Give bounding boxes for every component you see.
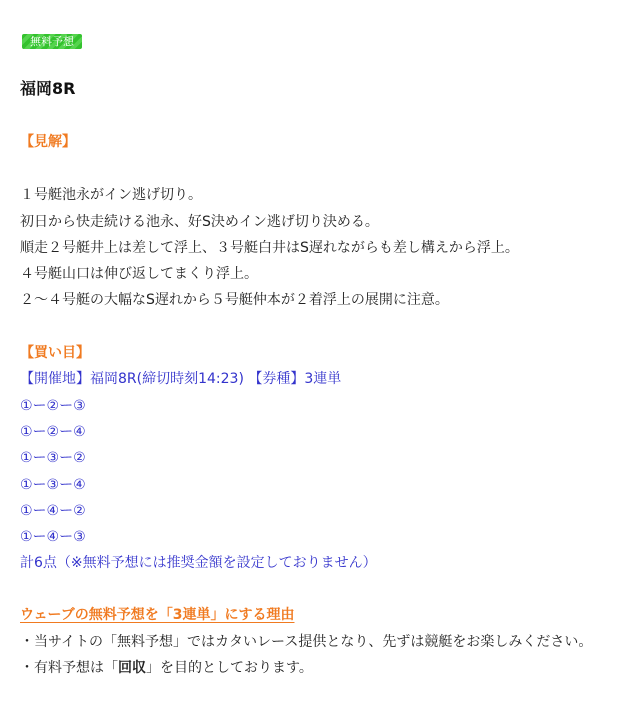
pick-combo: ①ー③ー④ [20,477,86,493]
pick-combo: ①ー②ー③ [20,398,86,414]
venue-info-line: 【開催地】福岡8R(締切時刻14:23) 【券種】3連単 [20,371,342,387]
reason-line [20,659,313,677]
free-prediction-badge: 無料予想 [22,34,82,49]
opinion-line: ２～４号艇の大幅なS遅れから５号艇仲本が２着浮上の展開に注意。 [20,292,449,308]
opinion-line: 初日から快走続ける池永、好S決めイン逃げ切り決める。 [20,214,379,230]
pick-combo: ①ー④ー② [20,503,86,519]
opinion-heading: 【見解】 [20,134,76,150]
pick-combo: ①ー④ー③ [20,529,86,545]
reason-heading-link[interactable]: ウェーブの無料予想を「3連単」にする理由 [20,607,295,623]
opinion-line: 順走２号艇井上は差して浮上、３号艇白井はS遅れながらも差し構えから浮上。 [20,240,519,256]
opinion-line: ４号艇山口は伸び返してまくり浮上。 [20,266,258,282]
picks-total: 計6点（※無料予想には推奨金額を設定しておりません） [20,555,377,571]
reason-line-emphasis: 回収 [118,660,146,676]
reason-line: ・当サイトの「無料予想」ではカタいレース提供となり、先ずは競艇をお楽しみください。 [20,634,593,650]
reason-line-prefix: ・有料予想は「 [20,660,118,676]
pick-combo: ①ー②ー④ [20,424,86,440]
picks-heading: 【買い目】 [20,345,90,361]
pick-combo: ①ー③ー② [20,450,86,466]
reason-line-suffix: 」を目的としております。 [146,660,313,676]
opinion-line: １号艇池永がイン逃げ切り。 [20,187,202,203]
race-title: 福岡8R [20,79,76,98]
